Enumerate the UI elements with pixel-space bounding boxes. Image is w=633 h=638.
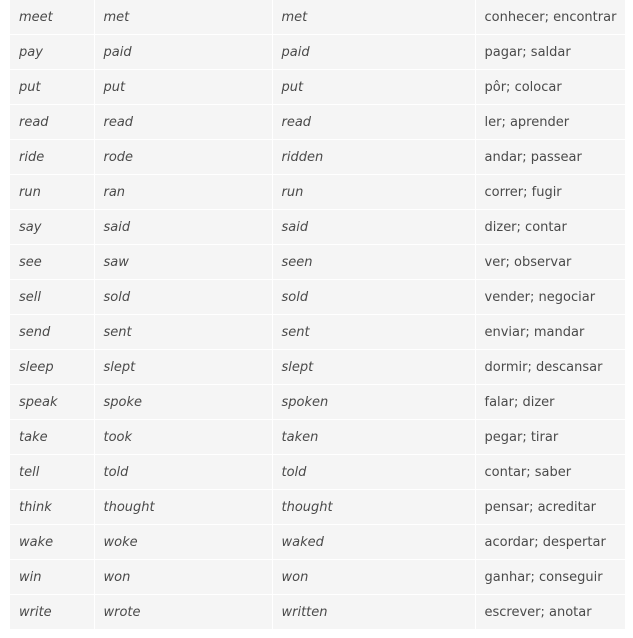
meaning-cell: vender; negociar	[475, 280, 625, 315]
past-participle-cell: taken	[272, 420, 475, 455]
base-form-cell: pay	[10, 35, 94, 70]
table-row	[10, 280, 625, 315]
meaning-cell: contar; saber	[475, 455, 625, 490]
table-row	[10, 140, 625, 175]
base-form-cell: send	[10, 315, 94, 350]
meaning-cell: ganhar; conseguir	[475, 560, 625, 595]
table-row	[10, 105, 625, 140]
base-form-cell: sleep	[10, 350, 94, 385]
meaning-cell: escrever; anotar	[475, 595, 625, 630]
base-form-cell: tell	[10, 455, 94, 490]
table-row	[10, 0, 625, 35]
base-form-cell: wake	[10, 525, 94, 560]
meaning-cell: falar; dizer	[475, 385, 625, 420]
past-participle-cell: said	[272, 210, 475, 245]
table-row	[10, 420, 625, 455]
meaning-cell: pagar; saldar	[475, 35, 625, 70]
meaning-cell: dormir; descansar	[475, 350, 625, 385]
base-form-cell: ride	[10, 140, 94, 175]
past-simple-cell: rode	[94, 140, 272, 175]
base-form-cell: write	[10, 595, 94, 630]
past-participle-cell: paid	[272, 35, 475, 70]
past-participle-cell: ridden	[272, 140, 475, 175]
table-row	[10, 175, 625, 210]
table-row	[10, 455, 625, 490]
past-participle-cell: met	[272, 0, 475, 35]
base-form-cell: speak	[10, 385, 94, 420]
meaning-cell: dizer; contar	[475, 210, 625, 245]
past-simple-cell: paid	[94, 35, 272, 70]
table-row	[10, 70, 625, 105]
table-row	[10, 525, 625, 560]
base-form-cell: take	[10, 420, 94, 455]
past-participle-cell: thought	[272, 490, 475, 525]
past-simple-cell: woke	[94, 525, 272, 560]
meaning-cell: andar; passear	[475, 140, 625, 175]
base-form-cell: read	[10, 105, 94, 140]
meaning-cell: acordar; despertar	[475, 525, 625, 560]
past-simple-cell: saw	[94, 245, 272, 280]
past-simple-cell: thought	[94, 490, 272, 525]
base-form-cell: sell	[10, 280, 94, 315]
table-row	[10, 560, 625, 595]
past-simple-cell: sold	[94, 280, 272, 315]
base-form-cell: win	[10, 560, 94, 595]
verb-table-container	[10, 0, 625, 630]
meaning-cell: ver; observar	[475, 245, 625, 280]
past-simple-cell: took	[94, 420, 272, 455]
meaning-cell: correr; fugir	[475, 175, 625, 210]
table-row	[10, 210, 625, 245]
table-row	[10, 245, 625, 280]
meaning-cell: conhecer; encontrar	[475, 0, 625, 35]
past-simple-cell: said	[94, 210, 272, 245]
table-row	[10, 385, 625, 420]
past-simple-cell: put	[94, 70, 272, 105]
table-row	[10, 595, 625, 630]
past-participle-cell: spoken	[272, 385, 475, 420]
table-row	[10, 490, 625, 525]
past-participle-cell: run	[272, 175, 475, 210]
past-participle-cell: sent	[272, 315, 475, 350]
past-participle-cell: told	[272, 455, 475, 490]
past-simple-cell: ran	[94, 175, 272, 210]
past-participle-cell: read	[272, 105, 475, 140]
meaning-cell: pegar; tirar	[475, 420, 625, 455]
base-form-cell: put	[10, 70, 94, 105]
table-row	[10, 35, 625, 70]
meaning-cell: ler; aprender	[475, 105, 625, 140]
table-row	[10, 350, 625, 385]
past-simple-cell: met	[94, 0, 272, 35]
base-form-cell: say	[10, 210, 94, 245]
past-simple-cell: spoke	[94, 385, 272, 420]
past-simple-cell: told	[94, 455, 272, 490]
past-participle-cell: sold	[272, 280, 475, 315]
base-form-cell: see	[10, 245, 94, 280]
past-simple-cell: won	[94, 560, 272, 595]
past-simple-cell: slept	[94, 350, 272, 385]
table-row	[10, 315, 625, 350]
past-simple-cell: sent	[94, 315, 272, 350]
meaning-cell: enviar; mandar	[475, 315, 625, 350]
past-participle-cell: won	[272, 560, 475, 595]
verb-table-body	[10, 0, 625, 630]
base-form-cell: think	[10, 490, 94, 525]
meaning-cell: pensar; acreditar	[475, 490, 625, 525]
past-participle-cell: waked	[272, 525, 475, 560]
base-form-cell: meet	[10, 0, 94, 35]
past-participle-cell: written	[272, 595, 475, 630]
past-simple-cell: wrote	[94, 595, 272, 630]
past-participle-cell: slept	[272, 350, 475, 385]
past-participle-cell: seen	[272, 245, 475, 280]
base-form-cell: run	[10, 175, 94, 210]
meaning-cell: pôr; colocar	[475, 70, 625, 105]
past-participle-cell: put	[272, 70, 475, 105]
irregular-verbs-table	[10, 0, 625, 630]
past-simple-cell: read	[94, 105, 272, 140]
